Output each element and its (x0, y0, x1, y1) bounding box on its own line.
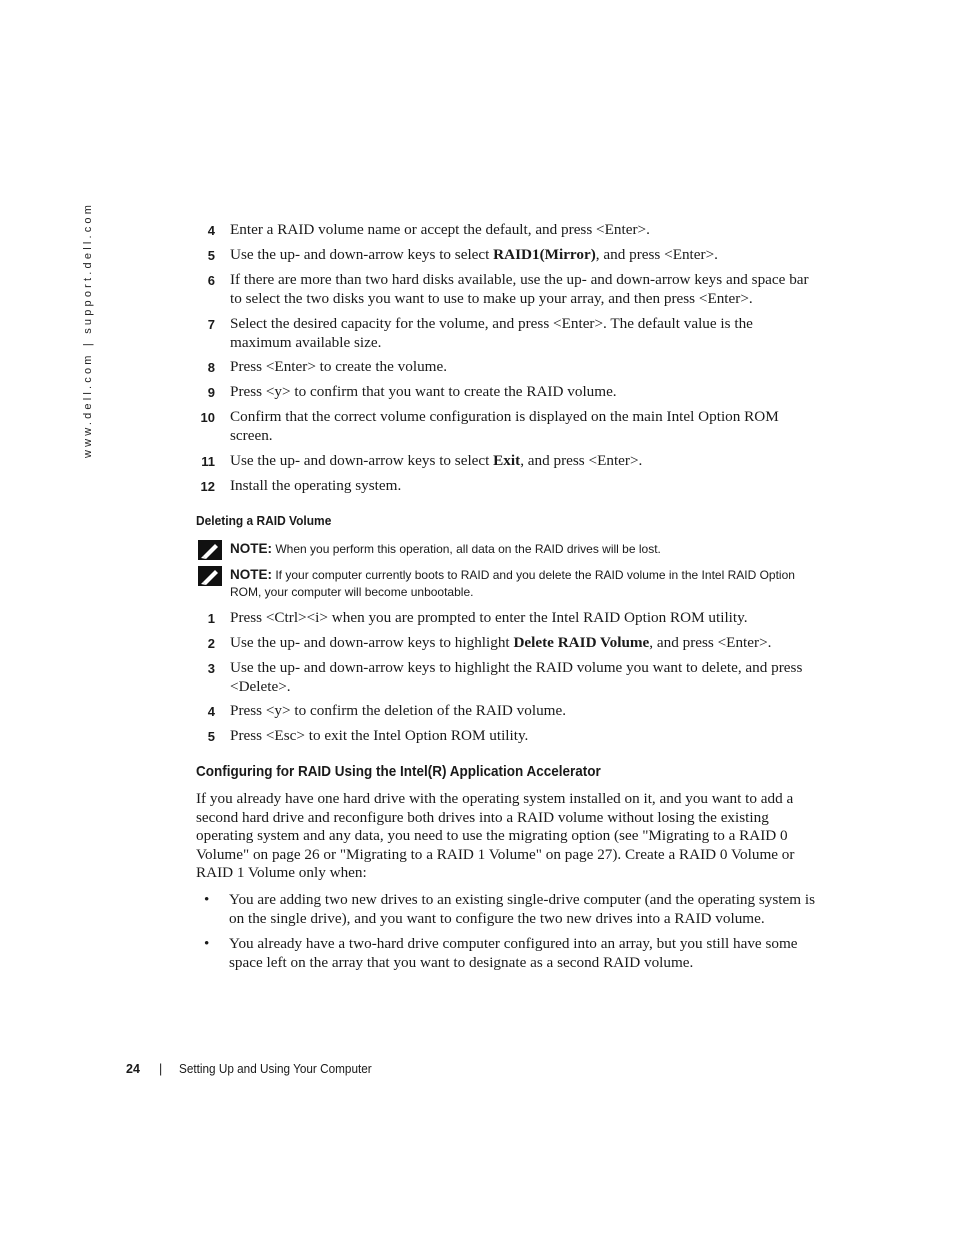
list-item: 4 Press <y> to confirm the deletion of the RAID volume. (207, 702, 567, 719)
page-number: 24 (126, 1062, 140, 1076)
side-url: www.dell.com | support.dell.com (82, 201, 94, 458)
note-pencil-icon (198, 566, 222, 586)
list-item: 2 Use the up- and down-arrow keys to highlight Delete RAID Volume, and press <Enter>. (207, 634, 772, 651)
list-item: 6 If there are more than two hard disks available, use the up- and down-arrow keys and space bar to select the two disks you want to use to make up your array, and then press <Enter>. (207, 271, 809, 307)
list-item: 1 Press <Ctrl><i> when you are prompted to enter the Intel RAID Option ROM utility. (207, 609, 748, 626)
list-item: 5 Use the up- and down-arrow keys to select RAID1(Mirror), and press <Enter>. (207, 246, 718, 263)
list-item: 10 Confirm that the correct volume configuration is displayed on the main Intel Option ROM screen. (200, 408, 779, 444)
bullet-item: • You are adding two new drives to an existing single-drive computer (and the operating system is on the single drive), and you want to configure the two new drives into a RAID volume. (204, 891, 816, 927)
list-item: 5 Press <Esc> to exit the Intel Option ROM utility. (207, 727, 529, 744)
section-heading: Configuring for RAID Using the Intel(R) Application Accelerator (196, 763, 601, 780)
footer-separator: | (159, 1062, 163, 1076)
page-footer (126, 1062, 372, 1076)
note: NOTE: When you perform this operation, all data on the RAID drives will be lost. (198, 540, 816, 558)
list-item: 3 Use the up- and down-arrow keys to highlight the RAID volume you want to delete, and press <Delete>. (207, 659, 803, 695)
list-item: 7 Select the desired capacity for the volume, and press <Enter>. The default value is the maximum available size. (207, 315, 753, 351)
list-item: 9 Press <y> to confirm that you want to create the RAID volume. (207, 383, 617, 400)
subheading: Deleting a RAID Volume (196, 513, 332, 528)
list-item: 11 Use the up- and down-arrow keys to select Exit, and press <Enter>. (201, 452, 643, 469)
footer-title: Setting Up and Using Your Computer (179, 1062, 372, 1076)
note-pencil-icon (198, 540, 222, 560)
body-paragraph: If you already have one hard drive with the operating system installed on it, and you want to add a second hard drive and reconfigure both drives into a RAID volume without losing the existing operating system and any data, you need to use the migrating option (see "Migrating to a RAID 0 Volume" on page 26 or "Migrating to a RAID 1 Volume" on page 27). Create a RAID 0 Volume or RAID 1 Volume only when: (196, 790, 795, 881)
list-item: 12 Install the operating system. (200, 477, 402, 494)
list-item: 8 Press <Enter> to create the volume. (207, 358, 448, 375)
list-item: 4 Enter a RAID volume name or accept the default, and press <Enter>. (207, 221, 650, 238)
bullet-item: • You already have a two-hard drive computer configured into an array, but you still have some space left on the array that you want to designate as a second RAID volume. (204, 935, 798, 971)
note: NOTE: If your computer currently boots to RAID and you delete the RAID volume in the Intel RAID Option ROM, your computer will become unbootable. (198, 566, 816, 601)
